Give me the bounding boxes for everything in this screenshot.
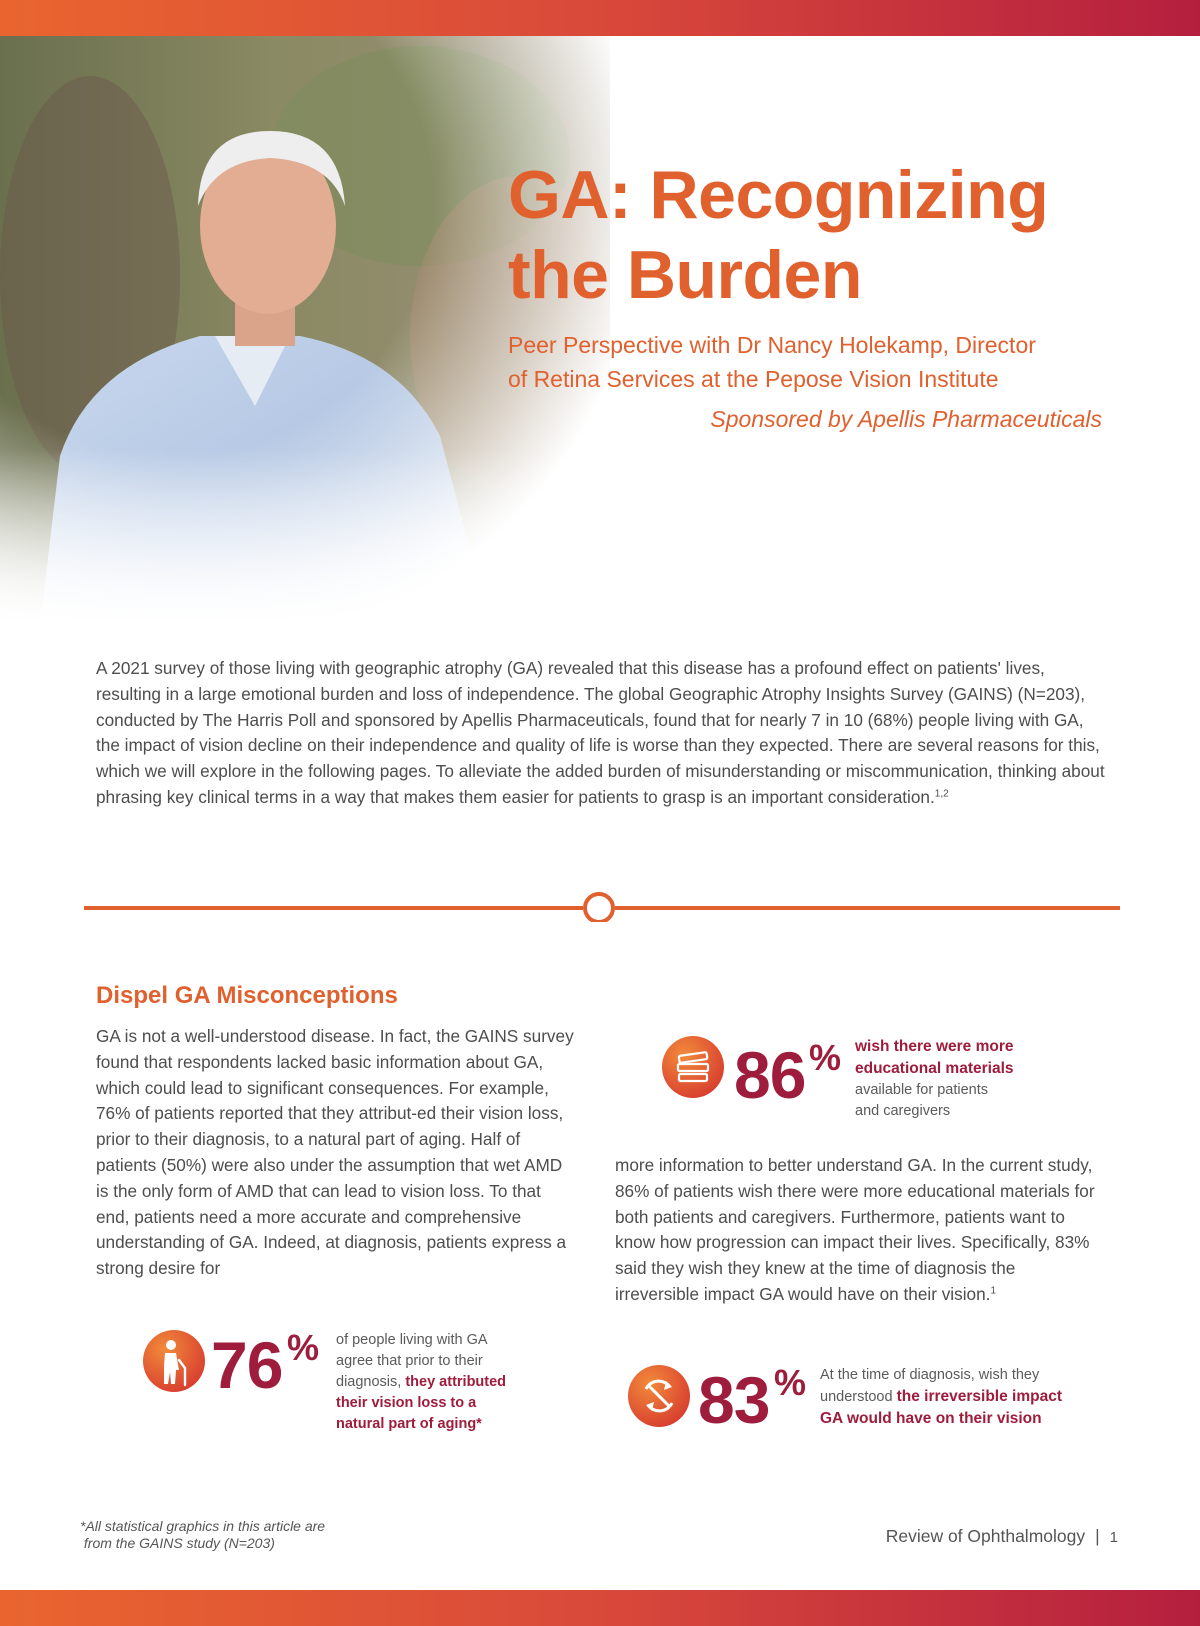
title-line-1: GA: Recognizing (508, 157, 1049, 233)
right-column-text (615, 1153, 1100, 1308)
publication-name: Review of Ophthalmology (885, 1526, 1086, 1546)
page-footer (886, 1526, 1118, 1547)
stat-76-asterisk: * (476, 1416, 482, 1432)
stat-76-caption (336, 1330, 566, 1435)
footer-separator: | (1095, 1526, 1100, 1546)
intro-text: A 2021 survey of those living with geographic atrophy (GA) revealed that this disease has a profound effect on patients' lives, resulting in a large emotional burden and loss of independence. The global Geographic Atrophy Insights Survey (GAINS) (N=203), conducted by The Harris Poll and sponsored by Apellis Pharmaceuticals, found that for nearly 7 in 10 (68%) people living with GA, the impact of vision decline on their independence and quality of life is worse than they expected. There are several reasons for this, which we will explore in the following pages. To alleviate the added burden of misunderstanding or miscommunication, thinking about phrasing key clinical terms in a way that makes them easier for patients to grasp is an important consideration. (96, 658, 1105, 807)
stat-76-bold-3: natural part of aging (336, 1416, 477, 1432)
stat-76-percent-sign: % (287, 1327, 320, 1368)
intro-paragraph (96, 656, 1106, 811)
page-number: 1 (1109, 1529, 1118, 1546)
stat-83-number: 83 (698, 1363, 770, 1437)
subtitle-line-2: of Retina Services at the Pepose Vision Institute (508, 366, 999, 392)
stat-76-plain-2: agree that prior to their (336, 1353, 483, 1369)
stat-83-plain-2: understood (820, 1389, 897, 1405)
stat-83-bold-1: the irreversible impact (896, 1388, 1063, 1405)
title-line-2: the Burden (508, 237, 862, 313)
footnote-line-1: *All statistical graphics in this article are (80, 1518, 326, 1534)
stat-83-caption (820, 1365, 1110, 1430)
stat-86-plain-1: available for patients (855, 1082, 988, 1098)
right-column-body: more information to better understand GA. In the current study, 86% of patients wish there were more educational materials for both patients and caregivers. Furthermore, patients want to know how progression can impact their lives. Specifically, 83% said they wish they knew at the time of diagnosis the irreversible impact GA would have on their vision. (615, 1155, 1095, 1304)
subtitle-line-1: Peer Perspective with Dr Nancy Holekamp, Director (508, 332, 1036, 358)
bottom-color-band (0, 1590, 1200, 1626)
stat-86-caption (855, 1036, 1075, 1122)
stat-76-plain-1: of people living with GA (336, 1332, 488, 1348)
stat-83-percent (628, 1362, 1108, 1437)
stat-86-percent-sign: % (809, 1037, 842, 1078)
stat-76-bold-2: their vision loss to a (336, 1395, 477, 1411)
footnote-line-2: from the GAINS study (N=203) (83, 1535, 275, 1551)
section-divider (84, 890, 1120, 922)
page-title (508, 155, 1148, 315)
subtitle (508, 328, 1108, 396)
irreversible-arrows-icon (628, 1365, 690, 1427)
elderly-person-icon (143, 1330, 205, 1392)
right-column-reference: 1 (990, 1285, 996, 1297)
stat-83-plain-1: At the time of diagnosis, wish they (820, 1367, 1040, 1383)
top-color-band (0, 0, 1200, 36)
intro-reference: 1,2 (934, 788, 949, 800)
stat-86-percent (662, 1036, 1062, 1120)
sponsor-line: Sponsored by Apellis Pharmaceuticals (710, 406, 1102, 432)
stat-86-bold-1: wish there were more (855, 1038, 1014, 1055)
stat-86-bold-2: educational materials (855, 1060, 1014, 1077)
stat-83-percent-sign: % (774, 1362, 807, 1403)
stat-76-bold-1: they attributed (405, 1374, 507, 1390)
footnote (80, 1518, 325, 1552)
stat-86-number: 86 (734, 1038, 806, 1112)
stat-86-plain-2: and caregivers (855, 1103, 951, 1119)
stat-76-number: 76 (211, 1328, 283, 1402)
books-icon (662, 1036, 724, 1098)
left-column-text: GA is not a well-understood disease. In fact, the GAINS survey found that respondents lacked basic information about GA, which could lead to significant consequences. For example, 76% of patients reported that they attribut-ed their vision loss, prior to their diagnosis, to a natural part of aging. Half of patients (50%) were also under the assumption that wet AMD is the only form of AMD that can lead to vision loss. To that end, patients need a more accurate and comprehensive understanding of GA. Indeed, at diagnosis, patients express a strong desire for (96, 1026, 574, 1279)
stat-83-bold-2: GA would have on their vision (820, 1410, 1042, 1427)
stat-76-percent (143, 1327, 563, 1436)
section-heading: Dispel GA Misconceptions (96, 982, 398, 1009)
stat-76-plain-3: diagnosis, (336, 1374, 406, 1390)
